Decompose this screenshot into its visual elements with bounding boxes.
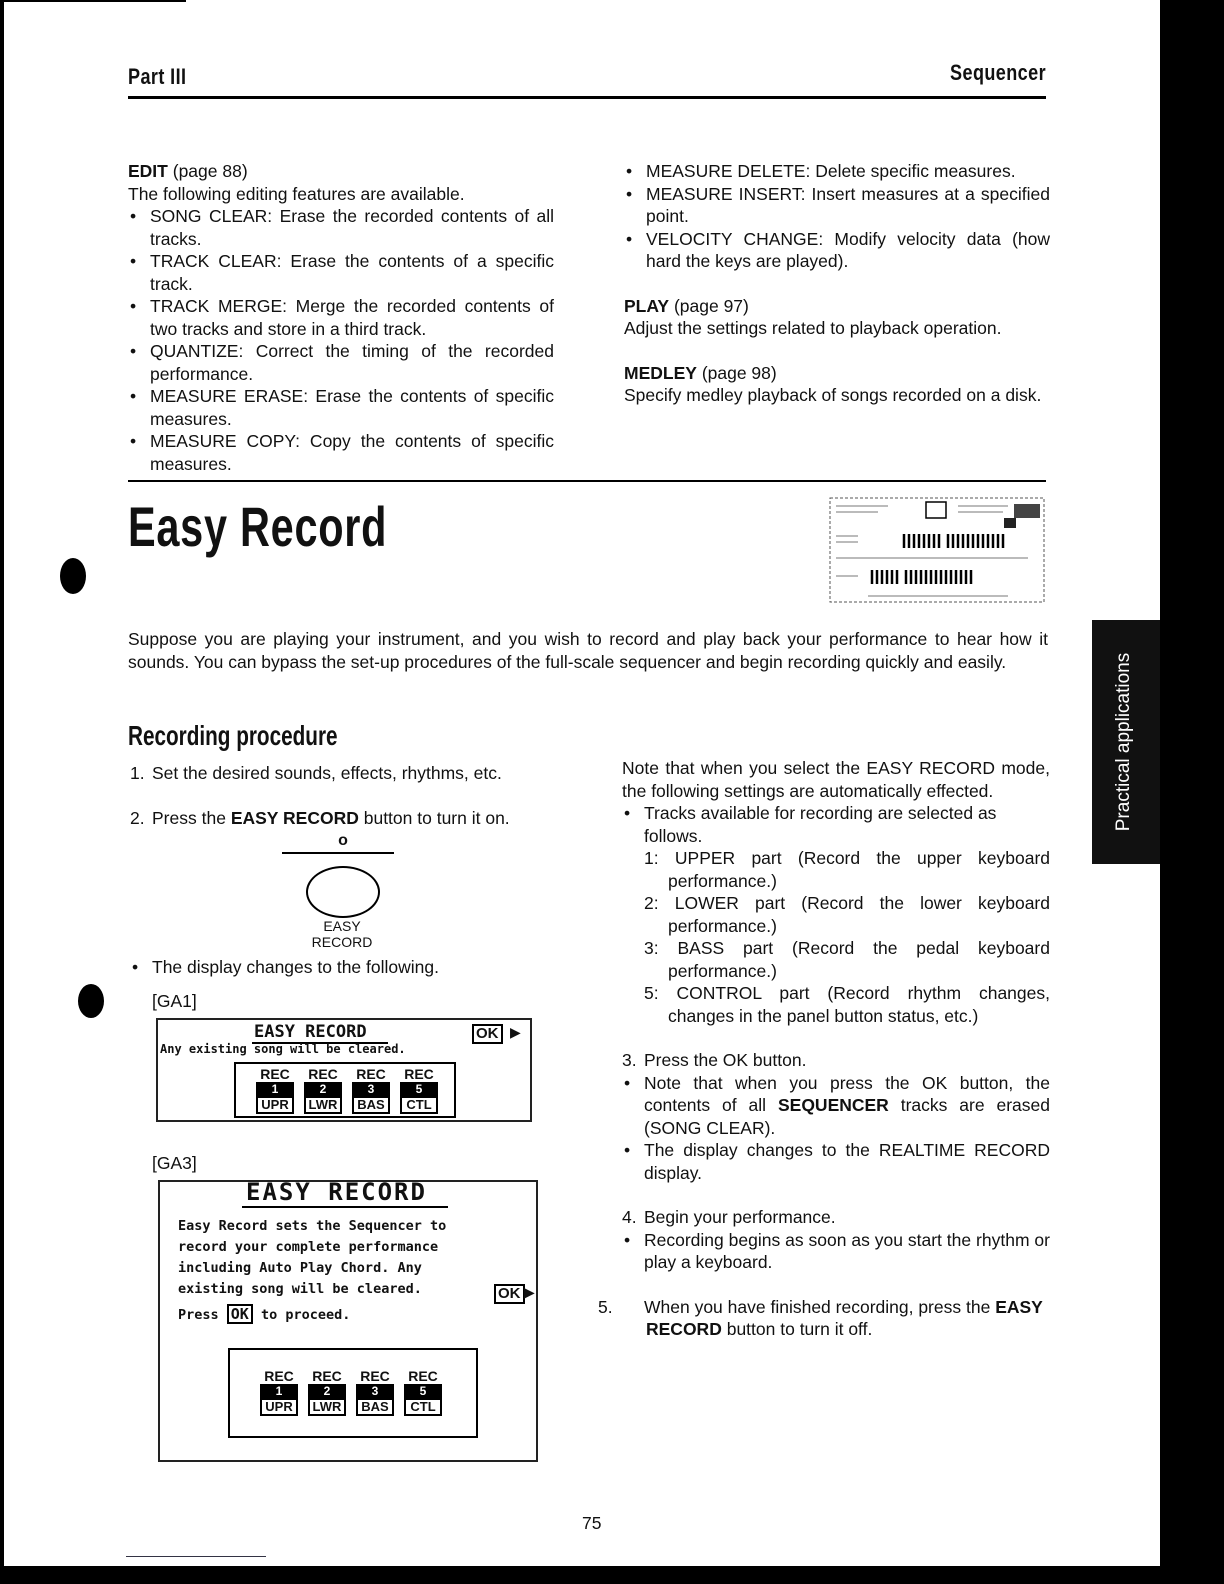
section-label: Sequencer bbox=[950, 60, 1046, 85]
ga1-track-lwr[interactable] bbox=[304, 1066, 342, 1114]
track-number: 2 bbox=[304, 1082, 342, 1096]
edit-page-ref: (page 88) bbox=[172, 161, 248, 181]
footer-rule bbox=[126, 1556, 266, 1557]
track-desc: UPPER part (Record the upper keyboard performance.) bbox=[668, 848, 1050, 891]
step-number: 1. bbox=[130, 763, 145, 783]
step-number: 5. bbox=[598, 1296, 613, 1317]
tracks-bullet: • Tracks available for recording are selected as follows. bbox=[622, 802, 1050, 847]
edit-item: • SONG CLEAR: Erase the recorded contents of all tracks. bbox=[128, 205, 554, 250]
binding-hole-mark bbox=[78, 984, 104, 1018]
binding-hole-mark bbox=[60, 558, 86, 594]
rec-label: REC bbox=[312, 1368, 342, 1384]
ga3-page-arrow-icon[interactable]: ▶ bbox=[524, 1284, 535, 1300]
ga3-line: Easy Record sets the Sequencer to bbox=[178, 1218, 447, 1234]
ga1-page-arrow-icon[interactable]: ▶ bbox=[510, 1024, 521, 1040]
medley-page-ref: (page 98) bbox=[701, 362, 777, 383]
right-border bbox=[1160, 0, 1224, 1584]
control-panel-image bbox=[828, 496, 1046, 604]
step-3 bbox=[622, 1049, 1050, 1072]
ga3-line: including Auto Play Chord. Any bbox=[178, 1260, 422, 1276]
step-1 bbox=[130, 762, 560, 785]
edit-item: • VELOCITY CHANGE: Modify velocity data (how hard the keys are played). bbox=[624, 228, 1050, 273]
easy-record-intro: Suppose you are playing your instrument, and you wish to record and play back your performance to hear how it sounds. You can bypass the set-up procedures of the full-scale sequencer and begin recording quickly and easily. bbox=[128, 629, 1048, 672]
edit-section bbox=[128, 160, 554, 475]
ga3-title-underline bbox=[242, 1206, 448, 1208]
step-text: Set the desired sounds, effects, rhythms, etc. bbox=[152, 763, 502, 783]
header-rule bbox=[128, 96, 1046, 99]
ga3-display bbox=[158, 1180, 538, 1462]
step-3-display: • The display changes to the REALTIME RECORD display. bbox=[622, 1139, 1050, 1184]
play-text: Adjust the settings related to playback operation. bbox=[624, 318, 1002, 338]
track-desc: CONTROL part (Record rhythm changes, changes in the panel button status, etc.) bbox=[668, 983, 1050, 1026]
button-label-1: EASY bbox=[323, 918, 361, 934]
ga1-track-ctl[interactable] bbox=[400, 1066, 438, 1114]
edit-item: • TRACK CLEAR: Erase the contents of a specific track. bbox=[128, 250, 554, 295]
edit-item: • MEASURE COPY: Copy the contents of specific measures. bbox=[128, 430, 554, 475]
easy-record-button[interactable] bbox=[306, 866, 380, 918]
ga3-message bbox=[178, 1216, 446, 1326]
ga3-press: Press bbox=[178, 1307, 219, 1323]
step-text: Begin your performance. bbox=[644, 1207, 836, 1227]
edit-item: • QUANTIZE: Correct the timing of the recorded performance. bbox=[128, 340, 554, 385]
track-name: UPR bbox=[256, 1096, 294, 1114]
track-setting bbox=[622, 847, 1050, 892]
track-number: 3 bbox=[352, 1082, 390, 1096]
rec-label: REC bbox=[308, 1066, 338, 1082]
rec-label: REC bbox=[360, 1368, 390, 1384]
track-name: LWR bbox=[304, 1096, 342, 1114]
easy-record-button-ref: EASY RECORD bbox=[230, 807, 359, 828]
medley-title: MEDLEY bbox=[624, 362, 697, 383]
part-label: Part III bbox=[128, 64, 187, 89]
play-title: PLAY bbox=[624, 295, 670, 316]
step-text: Press the OK button. bbox=[644, 1050, 807, 1070]
edit-item: • MEASURE DELETE: Delete specific measures. bbox=[624, 160, 1050, 183]
edit-section-continued bbox=[624, 160, 1050, 407]
easy-record-title: Easy Record bbox=[128, 495, 388, 558]
ga1-track-bas[interactable] bbox=[352, 1066, 390, 1114]
bottom-border bbox=[0, 1566, 1224, 1584]
track-name: LWR bbox=[308, 1398, 346, 1416]
procedure-left bbox=[130, 762, 560, 829]
edit-item: • MEASURE ERASE: Erase the contents of specific measures. bbox=[128, 385, 554, 430]
track-num: 1: bbox=[644, 848, 659, 868]
easy-record-button-ref: EASY RECORD bbox=[646, 1296, 1043, 1339]
ga1-track-box bbox=[234, 1062, 456, 1118]
ga3-line: record your complete performance bbox=[178, 1239, 439, 1255]
rec-label: REC bbox=[356, 1066, 386, 1082]
track-name: UPR bbox=[260, 1398, 298, 1416]
track-number: 5 bbox=[404, 1384, 442, 1398]
edit-title: EDIT bbox=[128, 161, 168, 181]
side-tab-label: Practical applications bbox=[1113, 652, 1134, 832]
top-edge-line bbox=[0, 0, 186, 2]
step-5 bbox=[598, 1296, 1050, 1341]
track-name: BAS bbox=[352, 1096, 390, 1114]
step-number: 2. bbox=[130, 807, 145, 828]
ga3-track-lwr[interactable] bbox=[308, 1368, 346, 1416]
page-number: 75 bbox=[582, 1513, 602, 1533]
ga3-track-upr[interactable] bbox=[260, 1368, 298, 1416]
edit-intro: The following editing features are available. bbox=[128, 183, 465, 204]
note-intro: Note that when you select the EASY RECORD mode, the following settings are automatically effected. bbox=[622, 758, 1050, 801]
track-setting bbox=[622, 937, 1050, 982]
button-label-2: RECORD bbox=[311, 934, 373, 950]
track-desc: BASS part (Record the pedal keyboard performance.) bbox=[668, 938, 1050, 981]
procedure-right bbox=[598, 757, 1050, 1341]
track-name: CTL bbox=[400, 1096, 438, 1114]
track-setting bbox=[622, 982, 1050, 1027]
track-num: 3: bbox=[644, 938, 659, 958]
section-rule bbox=[128, 480, 1046, 482]
ga3-line: existing song will be cleared. bbox=[178, 1281, 422, 1297]
track-number: 3 bbox=[356, 1384, 394, 1398]
note-text: Note that when you press the OK button, the contents of all bbox=[644, 1072, 1050, 1115]
display-note bbox=[130, 956, 560, 979]
track-desc: LOWER part (Record the lower keyboard performance.) bbox=[668, 893, 1050, 936]
ga1-ok-button[interactable]: OK bbox=[472, 1024, 503, 1044]
play-page-ref: (page 97) bbox=[673, 295, 749, 316]
left-border bbox=[0, 0, 4, 1584]
panel-illustration bbox=[828, 496, 1046, 604]
ga3-track-bas[interactable] bbox=[356, 1368, 394, 1416]
step-4-note: • Recording begins as soon as you start the rhythm or play a keyboard. bbox=[622, 1229, 1050, 1274]
sequencer-ref: SEQUENCER bbox=[777, 1095, 889, 1115]
track-name: CTL bbox=[404, 1398, 442, 1416]
track-number: 1 bbox=[260, 1384, 298, 1398]
step-number: 3. bbox=[622, 1050, 637, 1070]
procedure-title: Recording procedure bbox=[128, 720, 338, 751]
ga3-track-box bbox=[228, 1348, 478, 1438]
step-2 bbox=[130, 807, 560, 830]
step-text: button to turn it on. bbox=[363, 807, 510, 828]
ga3-ok-button[interactable]: OK bbox=[494, 1284, 525, 1304]
track-name: BAS bbox=[356, 1398, 394, 1416]
ga3-track-ctl[interactable] bbox=[404, 1368, 442, 1416]
step-4 bbox=[622, 1206, 1050, 1229]
rec-label: REC bbox=[404, 1066, 434, 1082]
ga1-message: Any existing song will be cleared. bbox=[160, 1042, 406, 1056]
button-lamp: o bbox=[338, 832, 348, 849]
ga3-ok-inline: OK bbox=[227, 1304, 253, 1324]
ga3-proceed: to proceed. bbox=[260, 1307, 351, 1323]
rec-label: REC bbox=[408, 1368, 438, 1384]
step-number: 4. bbox=[622, 1207, 637, 1227]
edit-item: • TRACK MERGE: Merge the recorded contents of two tracks and store in a third track. bbox=[128, 295, 554, 340]
track-number: 5 bbox=[400, 1082, 438, 1096]
edit-item: • MEASURE INSERT: Insert measures at a specified point. bbox=[624, 183, 1050, 228]
rec-label: REC bbox=[264, 1368, 294, 1384]
track-setting bbox=[622, 892, 1050, 937]
track-number: 1 bbox=[256, 1082, 294, 1096]
track-num: 2: bbox=[644, 893, 659, 913]
note-text: tracks are erased (SONG CLEAR). bbox=[644, 1095, 1050, 1138]
ga1-track-upr[interactable] bbox=[256, 1066, 294, 1114]
step-text: button to turn it off. bbox=[726, 1319, 873, 1339]
easy-record-button-illustration bbox=[300, 832, 396, 952]
step-3-note bbox=[622, 1072, 1050, 1140]
display-note-text: • The display changes to the following. bbox=[130, 956, 560, 979]
track-num: 5: bbox=[644, 983, 659, 1003]
rec-label: REC bbox=[260, 1066, 290, 1082]
step-text: When you have finished recording, press the bbox=[644, 1296, 991, 1317]
medley-text: Specify medley playback of songs recorded on a disk. bbox=[624, 385, 1042, 405]
step-text: Press the bbox=[152, 807, 226, 828]
ga1-title: EASY RECORD bbox=[254, 1022, 367, 1042]
ga1-label: [GA1] bbox=[152, 991, 197, 1011]
button-lamp-rule bbox=[282, 852, 394, 854]
ga3-label: [GA3] bbox=[152, 1153, 197, 1173]
track-number: 2 bbox=[308, 1384, 346, 1398]
ga3-title: EASY RECORD bbox=[246, 1178, 427, 1206]
ga1-display bbox=[156, 1018, 532, 1122]
